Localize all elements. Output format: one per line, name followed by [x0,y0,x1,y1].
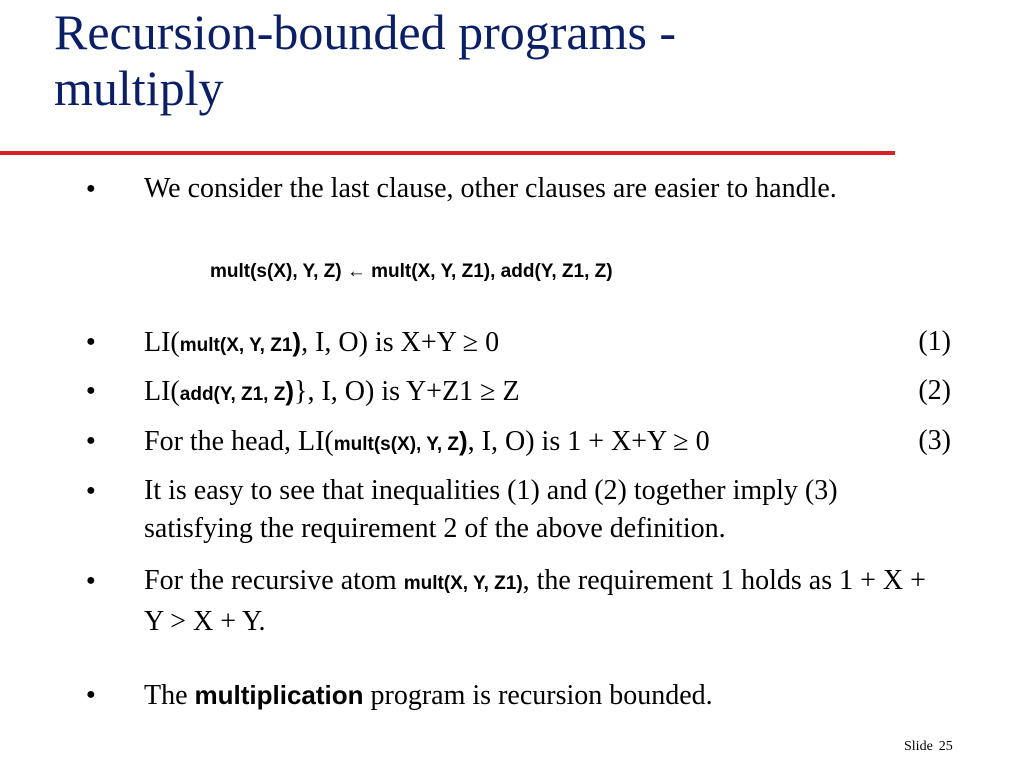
bullet-text [144,562,934,641]
bullet-text: It is easy to see that inequalities (1) and (2) together imply (3) satisfying the requirement 2 of the above definition. [144,475,838,544]
equation-number: (1) [918,326,951,357]
code-part: mult(X, Y, Z1 [179,335,293,356]
code-part: ) [459,426,468,456]
text-part: , the requirement 1 holds as 1 + X + Y > X + Y. [144,565,926,637]
slide-number [904,739,953,755]
code-part: ) [292,327,302,357]
code-part: add(Y, Z1, Z [179,384,286,405]
slide-number-value: 25 [938,739,953,754]
text-part: program is recursion bounded. [363,680,713,711]
bullet-dot: ● [86,382,96,399]
code-part: mult(X, Y, Z1) [403,573,523,594]
bullet-dot: ● [86,686,96,703]
title-line-2: multiply [54,60,224,116]
bullet-text [144,422,934,464]
text-part: For the head, LI( [144,426,334,457]
bullet-dot: ● [86,432,96,449]
bullet-text: We consider the last clause, other clauses are easier to handle. [144,173,837,204]
text-part: For the recursive atom [144,565,404,596]
bullet-dot: ● [86,482,96,499]
bullet-text [144,676,934,715]
equation-number: (3) [918,425,951,456]
text-part: LI( [144,376,180,407]
title-line-1: Recursion-bounded programs - [54,4,677,60]
bullet-dot: ● [86,333,96,350]
bullet-text [144,372,934,414]
code-part: mult(s(X), Y, Z [333,434,459,455]
bullet-text [144,323,934,365]
slide-title [54,4,954,116]
title-underline [0,151,895,155]
emphasis-part: multiplication [194,680,364,710]
bullet-dot: ● [86,180,96,197]
slide-label: Slide [904,739,933,754]
equation-number: (2) [918,375,951,406]
text-part: , I, O) is X+Y ≥ 0 [301,327,500,358]
text-part: The [144,680,195,711]
code-part: ) [285,376,295,406]
text-part: , I, O) is 1 + X+Y ≥ 0 [467,426,710,457]
text-part: }, I, O) is Y+Z1 ≥ Z [294,376,520,407]
bullet-dot: ● [86,572,96,589]
clause-code: mult(s(X), Y, Z) ← mult(X, Y, Z1), add(Y, Z1, Z) [210,261,613,282]
text-part: LI( [144,327,180,358]
